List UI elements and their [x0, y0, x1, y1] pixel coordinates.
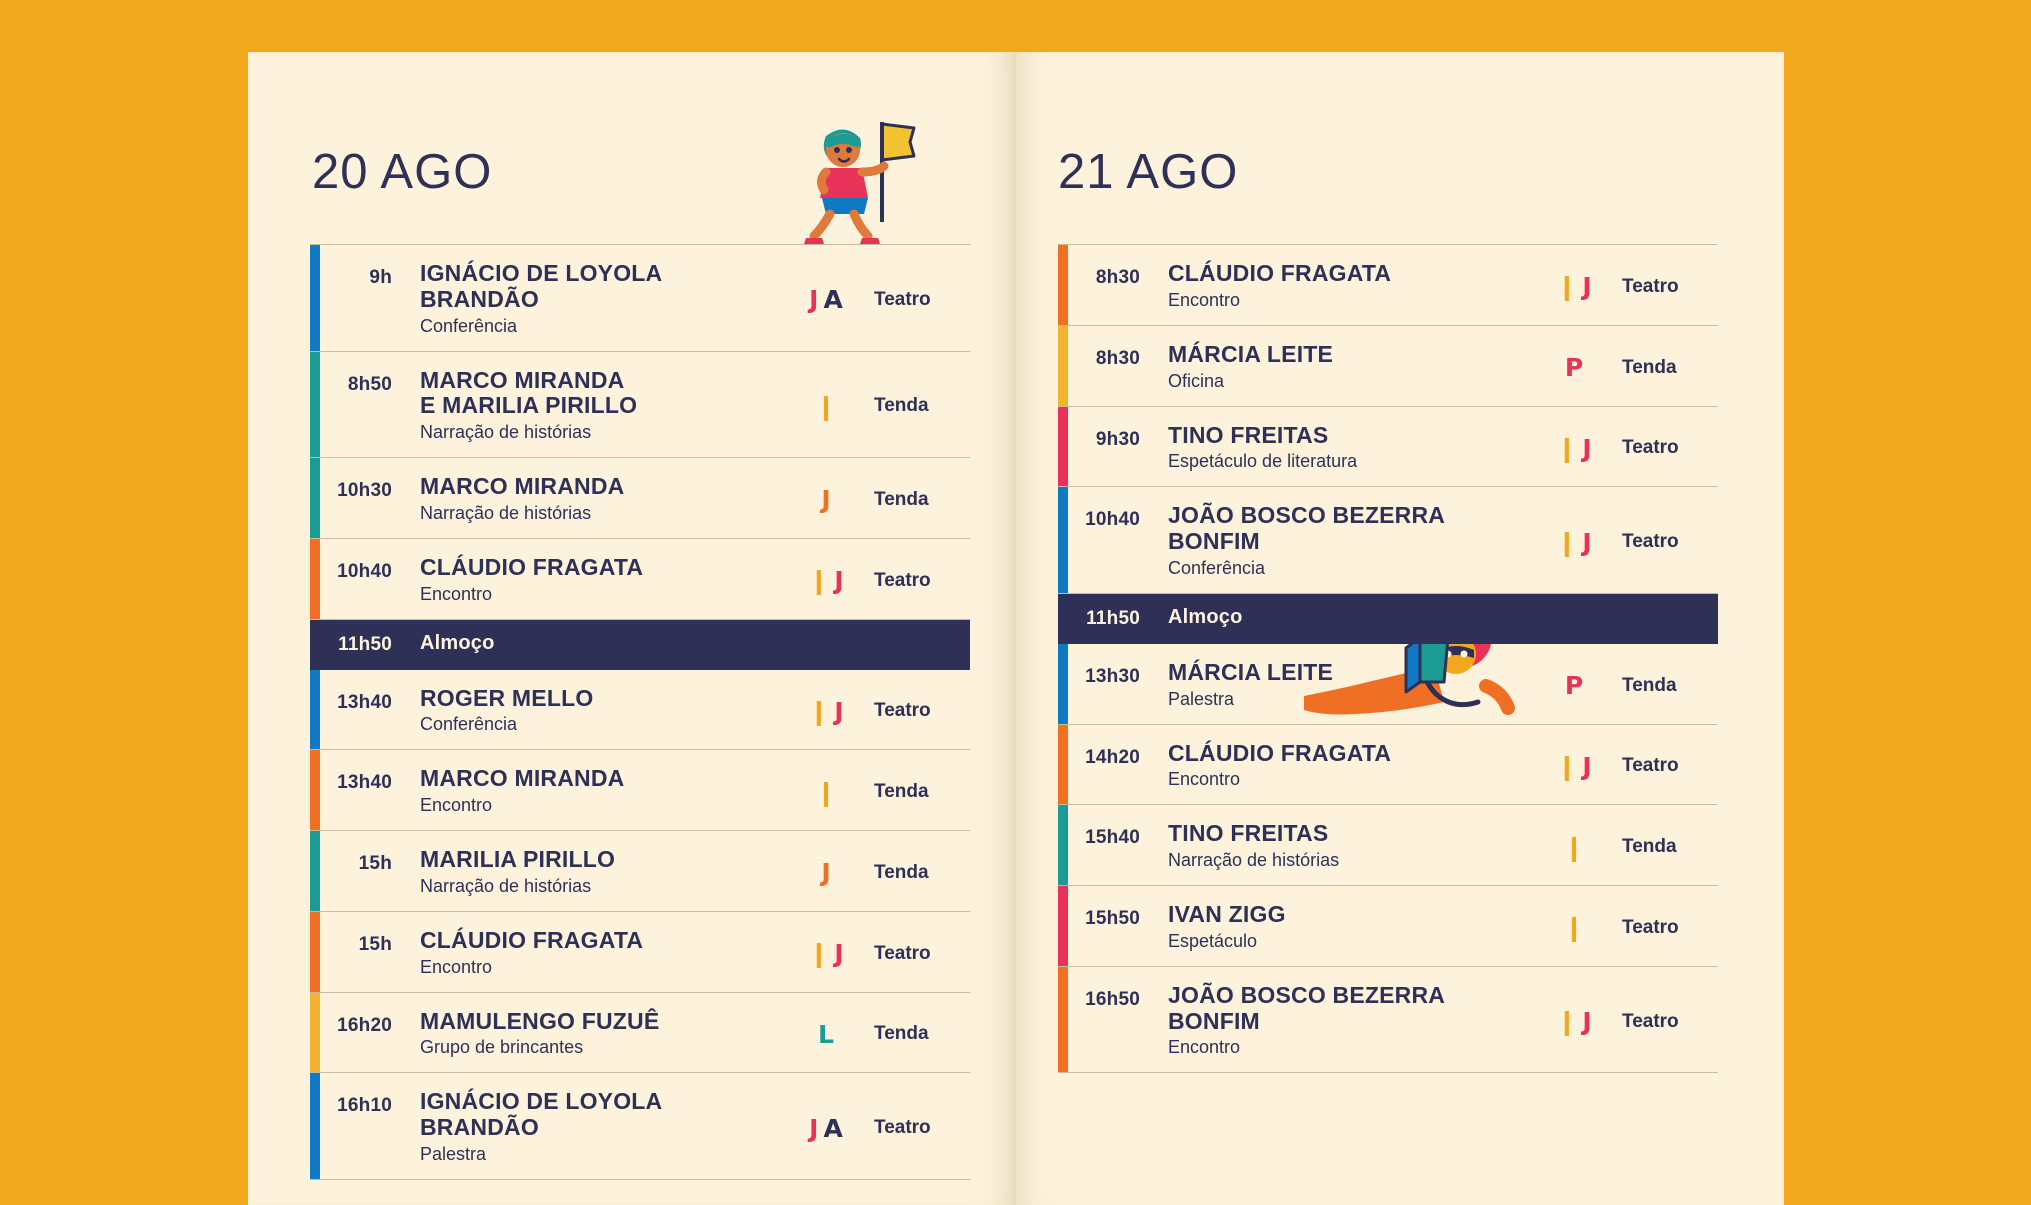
event-info — [406, 670, 778, 750]
activity-symbol-icon: J — [821, 858, 831, 888]
event-info — [1154, 326, 1526, 406]
activity-symbol-icon: J — [809, 285, 819, 315]
schedule-row[interactable] — [310, 1073, 970, 1180]
event-time: 13h40 — [337, 772, 392, 794]
event-info — [1154, 725, 1526, 805]
event-venue: Tenda — [1622, 836, 1677, 858]
activity-symbol-icon: ❙ — [1563, 913, 1585, 943]
category-color-bar — [1058, 967, 1068, 1073]
event-icon-group — [1526, 326, 1622, 406]
event-info — [1154, 594, 1718, 644]
event-time: 15h — [358, 933, 392, 955]
day-title-left: 20 AGO — [312, 145, 493, 199]
event-name: CLÁUDIO FRAGATA — [420, 926, 644, 953]
event-kind: Espetáculo — [1168, 930, 1258, 951]
category-color-bar — [310, 750, 320, 830]
category-color-bar — [310, 912, 320, 992]
event-info — [1154, 487, 1526, 593]
event-name: MÁRCIA LEITE — [1168, 658, 1334, 685]
event-info — [406, 750, 778, 830]
event-venue: Teatro — [874, 700, 931, 722]
lunch-row[interactable] — [1058, 594, 1718, 644]
event-icon-group — [1526, 967, 1622, 1073]
event-venue: Tenda — [874, 1023, 929, 1045]
event-time: 8h30 — [1095, 267, 1140, 288]
schedule-row[interactable] — [310, 458, 970, 539]
schedule-row[interactable] — [310, 750, 970, 831]
schedule-row[interactable] — [310, 831, 970, 912]
event-venue: Teatro — [874, 288, 931, 310]
event-time: 9h30 — [1095, 428, 1140, 450]
event-kind: Encontro — [1168, 769, 1241, 790]
page-left — [248, 52, 1016, 1205]
event-info — [406, 993, 778, 1073]
schedule-row[interactable] — [1058, 725, 1718, 806]
event-icon-group — [1526, 886, 1622, 966]
event-name: TINO FREITAS — [1168, 820, 1329, 847]
event-info — [1154, 805, 1526, 885]
activity-symbol-icon: P — [1564, 671, 1584, 701]
event-time: 14h20 — [1085, 746, 1140, 768]
schedule-list-right — [1058, 244, 1718, 1073]
event-icon-group — [1526, 407, 1622, 487]
event-kind: Narração de histórias — [420, 875, 592, 896]
event-name: TINO FREITAS — [1168, 421, 1329, 448]
category-color-bar — [1058, 594, 1068, 644]
event-icon-group — [778, 993, 874, 1073]
event-kind: Oficina — [1168, 370, 1225, 391]
category-color-bar — [1058, 805, 1068, 885]
event-icon-group — [778, 750, 874, 830]
schedule-row[interactable] — [310, 912, 970, 993]
category-color-bar — [1058, 407, 1068, 487]
event-icon-group — [778, 831, 874, 911]
activity-symbol-icon: ❙ — [1563, 832, 1585, 862]
event-name: ROGER MELLO — [420, 684, 594, 711]
category-color-bar — [1058, 886, 1068, 966]
schedule-row[interactable] — [310, 244, 970, 352]
activity-symbol-icon: J — [834, 939, 844, 969]
event-name: CLÁUDIO FRAGATA — [1168, 260, 1392, 286]
activity-symbol-icon: J — [1582, 527, 1592, 557]
schedule-row[interactable] — [310, 352, 970, 459]
event-kind: Encontro — [420, 956, 493, 977]
event-time: 13h40 — [337, 691, 392, 713]
activity-symbol-icon: P — [1564, 353, 1584, 383]
event-icon-group — [778, 670, 874, 750]
event-info — [406, 539, 778, 619]
activity-symbol-icon: J — [834, 696, 844, 726]
schedule-row[interactable] — [1058, 886, 1718, 967]
boy-with-flag-illustration — [796, 112, 916, 247]
event-name: MARCO MIRANDA E MARILIA PIRILLO — [420, 366, 638, 419]
schedule-row[interactable] — [1058, 644, 1718, 725]
activity-symbol-icon: J — [1582, 272, 1592, 302]
event-info — [406, 245, 778, 351]
category-color-bar — [1058, 326, 1068, 406]
event-name: MARCO MIRANDA — [420, 765, 625, 792]
event-name: MARILIA PIRILLO — [420, 846, 616, 872]
activity-symbol-icon: L — [818, 1019, 834, 1049]
event-time: 10h40 — [337, 560, 392, 582]
event-info — [1154, 967, 1526, 1073]
category-color-bar — [310, 993, 320, 1073]
event-time: 15h — [358, 853, 392, 874]
event-info — [1154, 407, 1526, 487]
category-color-bar — [310, 831, 320, 911]
event-time: 10h40 — [1085, 509, 1140, 531]
event-kind: Conferência — [1168, 557, 1266, 578]
activity-symbol-icon: J — [1582, 1007, 1592, 1036]
event-venue: Tenda — [1622, 674, 1677, 696]
event-venue: Tenda — [874, 861, 929, 883]
activity-symbol-icon: ❙ — [1556, 751, 1578, 781]
activity-symbol-icon: ❙ — [808, 566, 830, 596]
schedule-row[interactable] — [310, 539, 970, 620]
event-time: 16h20 — [337, 1014, 392, 1036]
event-info — [1154, 245, 1526, 325]
activity-symbol-icon: J — [809, 1113, 819, 1143]
event-info — [406, 912, 778, 992]
event-icon-group — [1526, 487, 1622, 593]
day-title-right: 21 AGO — [1058, 145, 1239, 199]
event-icon-group — [778, 352, 874, 458]
event-kind: Encontro — [420, 795, 493, 815]
event-name: CLÁUDIO FRAGATA — [1168, 739, 1392, 766]
event-kind: Narração de histórias — [420, 422, 592, 442]
activity-symbol-icon: A — [823, 285, 843, 315]
category-color-bar — [1058, 725, 1068, 805]
event-kind: Palestra — [1168, 688, 1235, 709]
activity-symbol-icon: J — [1582, 433, 1592, 463]
event-venue: Tenda — [1622, 356, 1677, 378]
activity-symbol-icon: J — [1582, 751, 1592, 781]
event-kind: Encontro — [1168, 1037, 1241, 1058]
activity-symbol-icon: ❙ — [815, 777, 837, 807]
event-icon-group — [778, 539, 874, 619]
page-right — [1016, 52, 1784, 1205]
category-color-bar — [310, 352, 320, 458]
event-name: MÁRCIA LEITE — [1168, 340, 1334, 367]
event-venue: Tenda — [874, 781, 929, 803]
category-color-bar — [310, 245, 320, 351]
schedule-row[interactable] — [310, 670, 970, 751]
event-info — [406, 352, 778, 458]
category-color-bar — [1058, 487, 1068, 593]
category-color-bar — [1058, 245, 1068, 325]
category-color-bar — [1058, 644, 1068, 724]
event-info — [406, 620, 970, 670]
activity-symbol-icon: ❙ — [808, 696, 830, 726]
activity-symbol-icon: A — [823, 1113, 843, 1143]
category-color-bar — [310, 620, 320, 670]
event-name: Almoço — [420, 631, 495, 654]
event-time: 15h50 — [1085, 908, 1140, 929]
event-venue: Teatro — [1622, 755, 1679, 777]
event-info — [1154, 644, 1526, 724]
event-time: 13h30 — [1085, 665, 1140, 687]
event-kind: Conferência — [420, 714, 518, 735]
schedule-row[interactable] — [1058, 407, 1718, 488]
event-name: JOÃO BOSCO BEZERRA BONFIM — [1168, 981, 1445, 1034]
event-name: MAMULENGO FUZUÊ — [420, 1007, 660, 1034]
event-name: IGNÁCIO DE LOYOLA BRANDÃO — [420, 1088, 662, 1140]
activity-symbol-icon: ❙ — [1556, 433, 1578, 463]
event-time: 8h50 — [347, 373, 392, 395]
event-venue: Teatro — [1622, 916, 1679, 938]
event-time: 9h — [369, 267, 392, 288]
event-time: 8h30 — [1095, 347, 1140, 369]
event-name: IVAN ZIGG — [1168, 901, 1286, 927]
category-color-bar — [310, 539, 320, 619]
activity-symbol-icon: ❙ — [1556, 1007, 1578, 1036]
activity-symbol-icon: J — [834, 566, 844, 596]
activity-symbol-icon: ❙ — [1556, 272, 1578, 302]
activity-symbol-icon: ❙ — [1556, 527, 1578, 557]
event-icon-group — [778, 912, 874, 992]
event-venue: Teatro — [874, 942, 931, 964]
event-kind: Palestra — [420, 1143, 487, 1164]
event-kind: Encontro — [420, 583, 493, 604]
event-kind: Conferência — [420, 315, 518, 336]
event-info — [406, 1073, 778, 1179]
schedule-row[interactable] — [310, 993, 970, 1074]
event-info — [406, 831, 778, 911]
event-venue: Teatro — [1622, 275, 1679, 297]
event-kind: Espetáculo de literatura — [1168, 451, 1358, 472]
program-spread — [248, 52, 1784, 1205]
schedule-row[interactable] — [1058, 967, 1718, 1074]
event-info — [406, 458, 778, 538]
schedule-row[interactable] — [1058, 805, 1718, 886]
event-time: 11h50 — [1086, 607, 1140, 629]
event-time: 11h50 — [338, 633, 392, 655]
event-kind: Encontro — [1168, 289, 1241, 310]
event-time: 15h40 — [1085, 827, 1140, 849]
activity-symbol-icon: J — [821, 485, 831, 515]
event-venue: Teatro — [1622, 437, 1679, 459]
event-icon-group — [778, 245, 874, 351]
activity-symbol-icon: ❙ — [808, 939, 830, 969]
event-time: 16h10 — [337, 1095, 392, 1117]
event-name: JOÃO BOSCO BEZERRA BONFIM — [1168, 502, 1445, 554]
event-name: CLÁUDIO FRAGATA — [420, 553, 644, 580]
event-kind: Grupo de brincantes — [420, 1037, 584, 1058]
event-icon-group — [1526, 245, 1622, 325]
event-name: MARCO MIRANDA — [420, 473, 625, 499]
schedule-row[interactable] — [1058, 326, 1718, 407]
event-info — [1154, 886, 1526, 966]
event-time: 16h50 — [1085, 988, 1140, 1010]
schedule-list-left — [310, 244, 970, 1180]
event-venue: Teatro — [1622, 531, 1679, 552]
event-icon-group — [1526, 805, 1622, 885]
category-color-bar — [310, 1073, 320, 1179]
event-time: 10h30 — [337, 480, 392, 501]
event-icon-group — [1526, 725, 1622, 805]
event-venue: Teatro — [874, 1117, 931, 1138]
event-icon-group — [778, 1073, 874, 1179]
event-name: IGNÁCIO DE LOYOLA BRANDÃO — [420, 260, 662, 312]
event-name: Almoço — [1168, 605, 1243, 628]
event-kind: Narração de histórias — [1168, 850, 1340, 870]
event-icon-group — [778, 458, 874, 538]
event-kind: Narração de histórias — [420, 502, 592, 523]
event-venue: Teatro — [874, 569, 931, 591]
lunch-row[interactable] — [310, 620, 970, 670]
activity-symbol-icon: ❙ — [815, 391, 837, 421]
category-color-bar — [310, 458, 320, 538]
schedule-row[interactable] — [1058, 244, 1718, 326]
event-icon-group — [1526, 644, 1622, 724]
schedule-row[interactable] — [1058, 487, 1718, 594]
event-venue: Tenda — [874, 488, 929, 510]
category-color-bar — [310, 670, 320, 750]
event-venue: Tenda — [874, 395, 929, 417]
event-venue: Teatro — [1622, 1010, 1679, 1032]
